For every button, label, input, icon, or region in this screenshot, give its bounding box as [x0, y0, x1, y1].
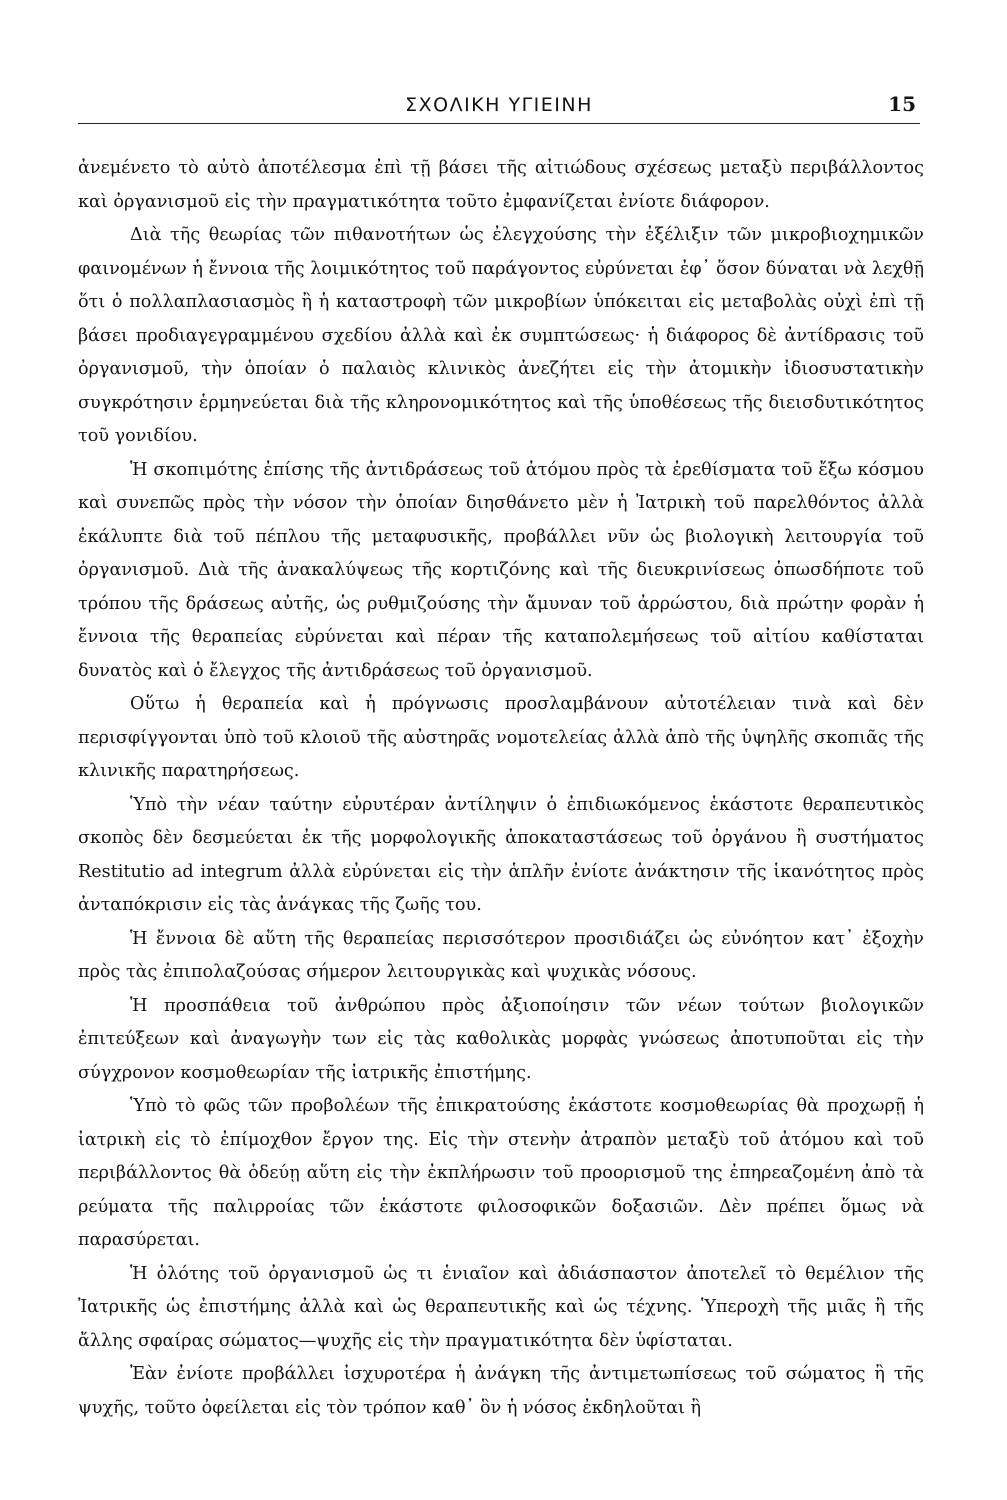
- paragraph: Ἡ ὁλότης τοῦ ὀργανισμοῦ ὡς τι ἑνιαῖον καὶ ἀδιάσπαστον ἀποτελεῖ τὸ θεμέλιον τῆς Ἰατρικῆς ὡς ἐπιστήμης ἀλλὰ καὶ ὡς θεραπευτικῆς καὶ ὡς τέχνης. Ὑπεροχὴ τῆς μιᾶς ἢ τῆς ἄλλης σφαίρας σώματος—ψυχῆς εἰς τὴν πραγματικότητα δὲν ὑφίσταται.: [78, 1263, 924, 1351]
- page-number: 15: [888, 92, 916, 116]
- paragraph-continuation: ἀνεμένετο τὸ αὐτὸ ἀποτέλεσμα ἐπὶ τῇ βάσει τῆς αἰτιώδους σχέσεως μεταξὺ περιβάλλοντος καὶ ὀργανισμοῦ εἰς τὴν πραγματικότητα τοῦτο ἐμφανίζεται ἐνίοτε διάφορον.: [78, 158, 924, 212]
- paragraph: Ἡ ἔννοια δὲ αὕτη τῆς θεραπείας περισσότερον προσιδιάζει ὡς εὐνόητον κατ᾽ ἐξοχὴν πρὸς τὰς ἐπιπολαζούσας σήμερον λειτουργικὰς καὶ ψυχικὰς νόσους.: [78, 928, 924, 982]
- paragraph: Οὕτω ἡ θεραπεία καὶ ἡ πρόγνωσις προσλαμβάνουν αὐτοτέλειαν τινὰ καὶ δὲν περισφίγγονται ὑπὸ τοῦ κλοιοῦ τῆς αὐστηρᾶς νομοτελείας ἀλλὰ ἀπὸ τῆς ὑψηλῆς σκοπιᾶς τῆς κλινικῆς παρατηρήσεως.: [78, 694, 924, 781]
- paragraph: Ἐὰν ἐνίοτε προβάλλει ἰσχυροτέρα ἡ ἀνάγκη τῆς ἀντιμετωπίσεως τοῦ σώματος ἢ τῆς ψυχῆς, τοῦτο ὀφείλεται εἰς τὸν τρόπον καθ᾽ ὃν ἡ νόσος ἐκδηλοῦται ἢ: [78, 1364, 924, 1418]
- paragraph: Διὰ τῆς θεωρίας τῶν πιθανοτήτων ὡς ἐλεγχούσης τὴν ἐξέλιξιν τῶν μικροβιοχημικῶν φαινομένων ἡ ἔννοια τῆς λοιμικότητος τοῦ παράγοντος εὐρύνεται ἐφ᾽ ὅσον δύναται νὰ λεχθῇ ὅτι ὁ πολλαπλασιασμὸς ἢ ἡ καταστροφὴ τῶν μικροβίων ὑπόκειται εἰς μεταβολὰς οὐχὶ ἐπὶ τῇ βάσει προδιαγεγραμμένου σχεδίου ἀλλὰ καὶ ἐκ συμπτώσεως· ἡ διάφορος δὲ ἀντίδρασις τοῦ ὀργανισμοῦ, τὴν ὁποίαν ὁ παλαιὸς κλινικὸς ἀνεζήτει εἰς τὴν ἀτομικὴν ἰδιοσυστατικὴν συγκρότησιν ἑρμηνεύεται διὰ τῆς κληρονομικότητος καὶ τῆς ὑποθέσεως τῆς διεισδυτικότητος τοῦ γονιδίου.: [78, 225, 924, 446]
- running-header: [78, 84, 920, 124]
- paragraph: Ἡ προσπάθεια τοῦ ἀνθρώπου πρὸς ἀξιοποίησιν τῶν νέων τούτων βιολογικῶν ἐπιτεύξεων καὶ ἀναγωγὴν των εἰς τὰς καθολικὰς μορφὰς γνώσεως ἀποτυποῦται εἰς τὴν σύγχρονον κοσμοθεωρίαν τῆς ἰατρικῆς ἐπιστήμης.: [78, 995, 924, 1083]
- paragraph: Ὑπὸ τὸ φῶς τῶν προβολέων τῆς ἐπικρατούσης ἑκάστοτε κοσμοθεωρίας θὰ προχωρῇ ἡ ἰατρικὴ εἰς τὸ ἐπίμοχθον ἔργον της. Εἰς τὴν στενὴν ἀτραπὸν μεταξὺ τοῦ ἀτόμου καὶ τοῦ περιβάλλοντος θὰ ὁδεύῃ αὕτη εἰς τὴν ἐκπλήρωσιν τοῦ προορισμοῦ της ἐπηρεαζομένη ἀπὸ τὰ ρεύματα τῆς παλιρροίας τῶν ἑκάστοτε φιλοσοφικῶν δοξασιῶν. Δὲν πρέπει ὅμως νὰ παρασύρεται.: [78, 1096, 924, 1250]
- paragraph: Ὑπὸ τὴν νέαν ταύτην εὐρυτέραν ἀντίληψιν ὁ ἐπιδιωκόμενος ἑκάστοτε θεραπευτικὸς σκοπὸς δὲν δεσμεύεται ἐκ τῆς μορφολογικῆς ἀποκαταστάσεως τοῦ ὀργάνου ἢ συστήματος Restitutio ad integrum ἀλλὰ εὐρύνεται εἰς τὴν ἁπλῆν ἐνίοτε ἀνάκτησιν τῆς ἱκανότητος πρὸς ἀνταπόκρισιν εἰς τὰς ἀνάγκας τῆς ζωῆς του.: [78, 794, 924, 915]
- header-rule: [78, 123, 920, 124]
- running-title: ΣΧΟΛΙΚΗ ΥΓΙΕΙΝΗ: [405, 94, 593, 116]
- paragraph: Ἡ σκοπιμότης ἐπίσης τῆς ἀντιδράσεως τοῦ ἀτόμου πρὸς τὰ ἐρεθίσματα τοῦ ἔξω κόσμου καὶ συνεπῶς πρὸς τὴν νόσον τὴν ὁποίαν διησθάνετο μὲν ἡ Ἰατρικὴ τοῦ παρελθόντος ἀλλὰ ἐκάλυπτε διὰ τοῦ πέπλου τῆς μεταφυσικῆς, προβάλλει νῦν ὡς βιολογικὴ λειτουργία τοῦ ὀργανισμοῦ. Διὰ τῆς ἀνακαλύψεως τῆς κορτιζόνης καὶ τῆς διευκρινίσεως ὁπωσδήποτε τοῦ τρόπου τῆς δράσεως αὐτῆς, ὡς ρυθμιζούσης τὴν ἄμυναν τοῦ ἀρρώστου, διὰ πρώτην φορὰν ἡ ἔννοια τῆς θεραπείας εὐρύνεται καὶ πέραν τῆς καταπολεμήσεως τοῦ αἰτίου καθίσταται δυνατὸς καὶ ὁ ἔλεγχος τῆς ἀντιδράσεως τοῦ ὀργανισμοῦ.: [78, 459, 924, 681]
- body-text: [78, 152, 924, 1425]
